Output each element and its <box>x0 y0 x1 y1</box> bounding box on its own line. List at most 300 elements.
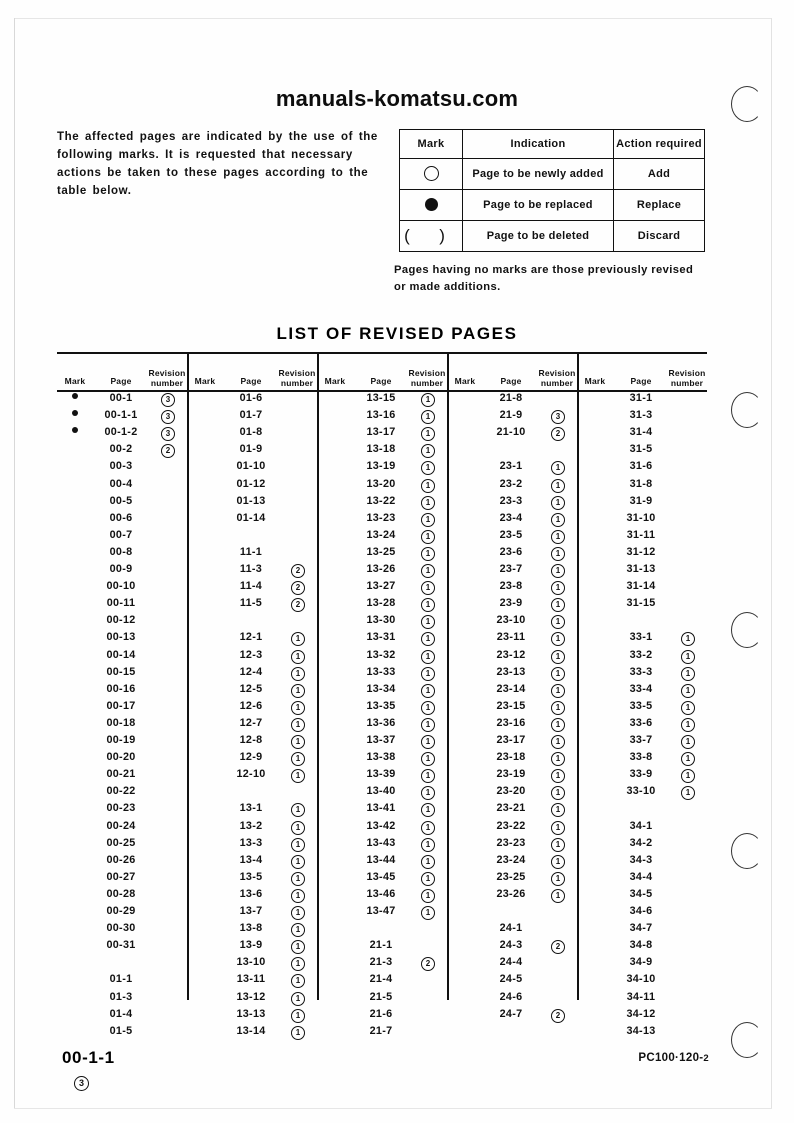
row-revision-cell <box>279 971 317 988</box>
row-revision-cell <box>279 681 317 698</box>
circled-revision-number: 1 <box>291 821 305 835</box>
table-row <box>447 800 577 817</box>
table-row <box>577 715 707 732</box>
row-page-cell: 13-45 <box>366 870 396 883</box>
filled-circle-icon <box>72 393 78 399</box>
row-page-cell: 00-1-1 <box>104 409 138 422</box>
table-row <box>317 886 447 903</box>
table-row <box>187 954 317 971</box>
row-page-cell: 13-23 <box>366 511 396 524</box>
table-row <box>187 989 317 1006</box>
row-page-cell: 12-1 <box>239 631 263 644</box>
row-revision-cell <box>279 578 317 595</box>
table-row <box>447 664 577 681</box>
row-revision-cell <box>279 1006 317 1023</box>
table-row <box>577 681 707 698</box>
table-row <box>187 544 317 561</box>
table-row <box>317 954 447 971</box>
circled-revision-number: 3 <box>161 410 175 424</box>
row-revision-cell <box>149 407 187 424</box>
row-revision-cell <box>409 698 447 715</box>
row-revision-cell <box>279 800 317 817</box>
row-page-cell: 00-6 <box>109 511 133 524</box>
column-header-page: Page <box>110 376 132 386</box>
filled-circle-icon <box>72 410 78 416</box>
row-page-cell: 33-2 <box>629 648 653 661</box>
row-page-cell: 13-42 <box>366 819 396 832</box>
row-revision-cell <box>669 783 707 800</box>
table-row <box>57 800 187 817</box>
legend-action-cell: Add <box>614 159 705 190</box>
row-page-cell: 23-22 <box>496 819 526 832</box>
table-row <box>447 971 577 988</box>
row-mark-cell <box>57 407 93 424</box>
circled-revision-number: 1 <box>291 650 305 664</box>
row-revision-cell <box>539 544 577 561</box>
row-page-cell: 01-10 <box>236 460 266 473</box>
table-row <box>447 476 577 493</box>
footer-revision <box>74 1072 89 1091</box>
table-row <box>317 937 447 954</box>
row-page-cell: 13-40 <box>366 785 396 798</box>
table-row <box>57 920 187 937</box>
row-revision-cell <box>409 510 447 527</box>
circled-revision-number: 1 <box>291 838 305 852</box>
table-row <box>317 920 447 937</box>
circled-revision-number: 1 <box>681 650 695 664</box>
row-page-cell: 24-5 <box>499 973 523 986</box>
circled-revision-number: 1 <box>291 667 305 681</box>
row-revision-cell <box>539 835 577 852</box>
footer-page-number: 00-1-1 <box>62 1048 115 1067</box>
row-page-cell: 00-7 <box>109 528 133 541</box>
row-revision-cell <box>539 578 577 595</box>
row-page-cell: 33-5 <box>629 699 653 712</box>
row-revision-cell <box>279 698 317 715</box>
circled-revision-number: 1 <box>551 496 565 510</box>
table-row <box>447 818 577 835</box>
row-revision-cell <box>409 578 447 595</box>
table-row <box>57 835 187 852</box>
circled-revision-number: 1 <box>551 581 565 595</box>
row-page-cell: 00-12 <box>106 614 136 627</box>
row-page-cell: 00-17 <box>106 699 136 712</box>
table-row <box>447 578 577 595</box>
circled-revision-number: 1 <box>291 923 305 937</box>
table-row <box>317 647 447 664</box>
row-page-cell: 34-2 <box>629 836 653 849</box>
table-row <box>187 647 317 664</box>
row-page-cell: 13-5 <box>239 870 263 883</box>
table-row <box>187 458 317 475</box>
circled-revision-number: 1 <box>421 547 435 561</box>
table-row <box>187 476 317 493</box>
row-revision-cell <box>409 903 447 920</box>
column-header-revision-number: Revision number <box>668 368 706 388</box>
table-row <box>57 681 187 698</box>
row-page-cell: 23-15 <box>496 699 526 712</box>
row-revision-cell <box>539 800 577 817</box>
legend-action-cell: Discard <box>614 221 705 252</box>
circled-revision-number: 1 <box>421 650 435 664</box>
table-row <box>187 971 317 988</box>
row-revision-cell <box>539 476 577 493</box>
row-page-cell: 00-22 <box>106 785 136 798</box>
row-page-cell: 00-16 <box>106 682 136 695</box>
circled-revision-number: 1 <box>421 427 435 441</box>
circled-revision-number: 1 <box>291 632 305 646</box>
row-page-cell: 33-7 <box>629 734 653 746</box>
table-row <box>57 407 187 424</box>
row-revision-cell <box>539 629 577 646</box>
table-row <box>187 578 317 595</box>
row-page-cell: 31-4 <box>629 426 653 439</box>
table-row <box>317 989 447 1006</box>
row-page-cell: 13-6 <box>239 887 263 900</box>
table-row <box>447 954 577 971</box>
filled-circle-icon <box>72 427 78 433</box>
table-row <box>57 561 187 578</box>
circled-revision-number: 1 <box>551 752 565 766</box>
circled-revision-number: 1 <box>291 752 305 766</box>
row-page-cell: 24-6 <box>499 990 523 1003</box>
table-row <box>577 578 707 595</box>
binder-hole-icon <box>731 833 763 869</box>
table-row <box>187 783 317 800</box>
circled-revision-number: 2 <box>421 957 435 971</box>
circled-revision-number: 3 <box>74 1076 89 1091</box>
row-page-cell: 00-8 <box>109 545 133 558</box>
row-page-cell: 23-14 <box>496 682 526 695</box>
row-revision-cell <box>539 766 577 783</box>
table-row <box>447 681 577 698</box>
circled-revision-number: 1 <box>681 632 695 646</box>
legend-indication-cell: Page to be replaced <box>463 190 614 221</box>
row-revision-cell <box>539 561 577 578</box>
row-revision-cell <box>279 989 317 1006</box>
circled-revision-number: 1 <box>551 547 565 561</box>
footer-model-code <box>638 1052 709 1064</box>
table-row <box>577 390 707 407</box>
row-page-cell: 11-5 <box>239 597 263 610</box>
row-page-cell: 21-1 <box>369 939 393 952</box>
row-page-cell: 00-27 <box>106 870 136 883</box>
row-page-cell: 13-37 <box>366 734 396 746</box>
row-revision-cell <box>279 561 317 578</box>
table-row <box>57 578 187 595</box>
column-header-mark: Mark <box>584 376 606 386</box>
circled-revision-number: 1 <box>421 530 435 544</box>
row-page-cell: 34-3 <box>629 853 653 866</box>
column-header-mark: Mark <box>194 376 216 386</box>
table-row <box>187 629 317 646</box>
row-page-cell: 21-7 <box>369 1024 393 1037</box>
table-row <box>57 510 187 527</box>
binder-hole-icon <box>731 392 763 428</box>
table-row <box>187 527 317 544</box>
row-page-cell: 12-4 <box>239 665 263 678</box>
table-row <box>577 493 707 510</box>
row-page-cell: 23-26 <box>496 887 526 900</box>
legend-mark-cell <box>400 221 463 252</box>
row-revision-cell <box>539 818 577 835</box>
circled-revision-number: 1 <box>681 701 695 715</box>
table-row <box>317 971 447 988</box>
row-mark-cell <box>57 390 93 407</box>
table-row <box>57 903 187 920</box>
table-row <box>577 1006 707 1023</box>
row-revision-cell <box>409 544 447 561</box>
table-row <box>447 715 577 732</box>
table-row <box>317 527 447 544</box>
table-row <box>317 681 447 698</box>
table-row <box>57 869 187 886</box>
row-page-cell: 13-15 <box>366 392 396 404</box>
row-revision-cell <box>279 664 317 681</box>
row-page-cell: 13-47 <box>366 905 396 917</box>
circled-revision-number: 1 <box>551 718 565 732</box>
table-header-group <box>577 352 707 390</box>
table-row <box>57 715 187 732</box>
open-circle-icon <box>424 166 439 181</box>
row-page-cell: 01-5 <box>109 1024 133 1037</box>
row-page-cell: 13-36 <box>366 716 396 729</box>
row-revision-cell <box>409 715 447 732</box>
row-page-cell: 00-30 <box>106 922 136 935</box>
row-page-cell: 33-10 <box>626 785 656 798</box>
circled-revision-number: 1 <box>291 718 305 732</box>
table-column-body <box>57 390 187 1037</box>
row-page-cell: 13-46 <box>366 887 396 900</box>
row-page-cell: 01-12 <box>236 477 266 490</box>
row-page-cell: 24-1 <box>499 922 523 935</box>
row-page-cell: 31-8 <box>629 477 653 490</box>
table-row <box>57 989 187 1006</box>
table-row <box>57 886 187 903</box>
table-row <box>317 476 447 493</box>
row-page-cell: 13-20 <box>366 477 396 490</box>
row-page-cell: 13-26 <box>366 563 396 575</box>
row-revision-cell <box>409 407 447 424</box>
row-revision-cell <box>409 886 447 903</box>
legend-indication-cell: Page to be deleted <box>463 221 614 252</box>
row-revision-cell <box>539 510 577 527</box>
table-column-body <box>577 390 707 1037</box>
row-page-cell: 31-1 <box>629 392 653 404</box>
row-page-cell: 23-6 <box>499 545 523 558</box>
row-revision-cell <box>279 852 317 869</box>
table-row <box>317 510 447 527</box>
row-revision-cell <box>669 698 707 715</box>
row-page-cell: 23-11 <box>496 631 526 644</box>
row-revision-cell <box>409 732 447 749</box>
row-revision-cell <box>669 629 707 646</box>
table-header-group <box>57 352 187 390</box>
circled-revision-number: 1 <box>291 769 305 783</box>
row-page-cell: 13-1 <box>239 802 263 815</box>
circled-revision-number: 1 <box>291 940 305 954</box>
table-row <box>317 407 447 424</box>
table-row <box>577 732 707 749</box>
column-header-revision-number: Revision number <box>278 368 316 388</box>
row-page-cell: 01-4 <box>109 1007 133 1020</box>
row-revision-cell <box>539 527 577 544</box>
table-row <box>577 835 707 852</box>
table-row <box>447 920 577 937</box>
row-page-cell: 00-9 <box>109 563 133 575</box>
row-page-cell: 33-4 <box>629 682 653 695</box>
row-page-cell: 00-23 <box>106 802 136 815</box>
row-page-cell: 00-26 <box>106 853 136 866</box>
table-row <box>187 818 317 835</box>
circled-revision-number: 1 <box>551 701 565 715</box>
table-row <box>187 920 317 937</box>
table-row <box>317 578 447 595</box>
column-header-page: Page <box>630 376 652 386</box>
table-row <box>187 561 317 578</box>
row-page-cell: 13-39 <box>366 768 396 781</box>
table-row <box>57 749 187 766</box>
table-row <box>317 1006 447 1023</box>
row-revision-cell <box>279 595 317 612</box>
row-page-cell: 00-25 <box>106 836 136 849</box>
page-frame-top <box>14 18 772 19</box>
table-row <box>187 852 317 869</box>
circled-revision-number: 2 <box>161 444 175 458</box>
row-page-cell: 23-18 <box>496 751 526 764</box>
table-row <box>577 595 707 612</box>
column-header-revision-number: Revision number <box>148 368 186 388</box>
circled-revision-number: 1 <box>421 735 435 749</box>
row-page-cell: 13-3 <box>239 836 263 849</box>
row-revision-cell <box>539 715 577 732</box>
legend-note: Pages having no marks are those previously revised or made additions. <box>394 264 694 293</box>
table-row <box>187 664 317 681</box>
row-page-cell: 31-9 <box>629 494 653 507</box>
row-revision-cell <box>279 715 317 732</box>
row-revision-cell <box>539 937 577 954</box>
circled-revision-number: 1 <box>421 821 435 835</box>
table-row <box>317 698 447 715</box>
table-header-group <box>187 352 317 390</box>
circled-revision-number: 1 <box>421 564 435 578</box>
table-row <box>577 971 707 988</box>
row-page-cell: 23-23 <box>496 836 526 849</box>
row-page-cell: 34-11 <box>626 990 656 1003</box>
row-page-cell: 21-9 <box>499 409 523 422</box>
circled-revision-number: 1 <box>681 769 695 783</box>
table-row <box>447 852 577 869</box>
table-row <box>317 424 447 441</box>
circled-revision-number: 2 <box>551 427 565 441</box>
row-revision-cell <box>409 818 447 835</box>
table-row <box>187 424 317 441</box>
row-page-cell: 12-6 <box>239 699 263 712</box>
watermark-text: manuals-komatsu.com <box>275 86 519 111</box>
table-row <box>57 766 187 783</box>
table-column-body <box>317 390 447 1037</box>
table-row <box>317 749 447 766</box>
legend-header-row <box>400 130 705 159</box>
column-header-mark: Mark <box>64 376 86 386</box>
circled-revision-number: 1 <box>551 684 565 698</box>
table-row <box>577 612 707 629</box>
table-row <box>317 852 447 869</box>
row-page-cell: 00-18 <box>106 716 136 729</box>
circled-revision-number: 2 <box>551 940 565 954</box>
table-row <box>57 783 187 800</box>
circled-revision-number: 1 <box>291 701 305 715</box>
footer-model-main: PC100·120- <box>638 1052 704 1064</box>
legend-row <box>400 159 705 190</box>
row-revision-cell <box>279 818 317 835</box>
table-row <box>447 886 577 903</box>
row-page-cell: 01-13 <box>236 494 266 507</box>
table-row <box>187 715 317 732</box>
table-row <box>317 766 447 783</box>
circled-revision-number: 1 <box>421 479 435 493</box>
table-row <box>317 800 447 817</box>
table-row <box>317 595 447 612</box>
row-page-cell: 13-4 <box>239 853 263 866</box>
circled-revision-number: 1 <box>291 992 305 1006</box>
row-page-cell: 33-8 <box>629 751 653 764</box>
circled-revision-number: 1 <box>421 803 435 817</box>
row-page-cell: 01-9 <box>239 443 263 456</box>
table-row <box>447 424 577 441</box>
row-revision-cell <box>669 732 707 749</box>
table-row <box>317 561 447 578</box>
row-page-cell: 23-2 <box>499 477 523 490</box>
row-page-cell: 23-21 <box>496 802 526 815</box>
circled-revision-number: 1 <box>551 667 565 681</box>
table-row <box>57 732 187 749</box>
circled-revision-number: 1 <box>291 684 305 698</box>
row-page-cell: 23-10 <box>496 614 526 627</box>
row-page-cell: 13-35 <box>366 699 396 712</box>
row-page-cell: 00-28 <box>106 887 136 900</box>
row-revision-cell <box>409 441 447 458</box>
row-page-cell: 21-10 <box>496 426 526 439</box>
circled-revision-number: 1 <box>421 444 435 458</box>
table-row <box>577 886 707 903</box>
circled-revision-number: 1 <box>421 581 435 595</box>
legend-action-cell: Replace <box>614 190 705 221</box>
page-title: LIST OF REVISED PAGES <box>276 324 518 343</box>
row-page-cell: 12-7 <box>239 716 263 729</box>
legend-indication-cell: Page to be newly added <box>463 159 614 190</box>
circled-revision-number: 2 <box>291 564 305 578</box>
row-revision-cell <box>539 424 577 441</box>
row-revision-cell <box>279 920 317 937</box>
table-row <box>187 407 317 424</box>
row-page-cell: 00-29 <box>106 905 136 917</box>
table-row <box>577 476 707 493</box>
mark-legend-table <box>399 129 705 252</box>
table-row <box>187 595 317 612</box>
table-row <box>447 1006 577 1023</box>
row-page-cell: 34-10 <box>626 973 656 986</box>
table-row <box>577 698 707 715</box>
row-revision-cell <box>409 647 447 664</box>
legend-row <box>400 221 705 252</box>
table-row <box>447 441 577 458</box>
row-page-cell: 00-13 <box>106 631 136 644</box>
row-page-cell: 23-12 <box>496 648 526 661</box>
circled-revision-number: 1 <box>551 461 565 475</box>
circled-revision-number: 1 <box>421 598 435 612</box>
row-revision-cell <box>409 681 447 698</box>
